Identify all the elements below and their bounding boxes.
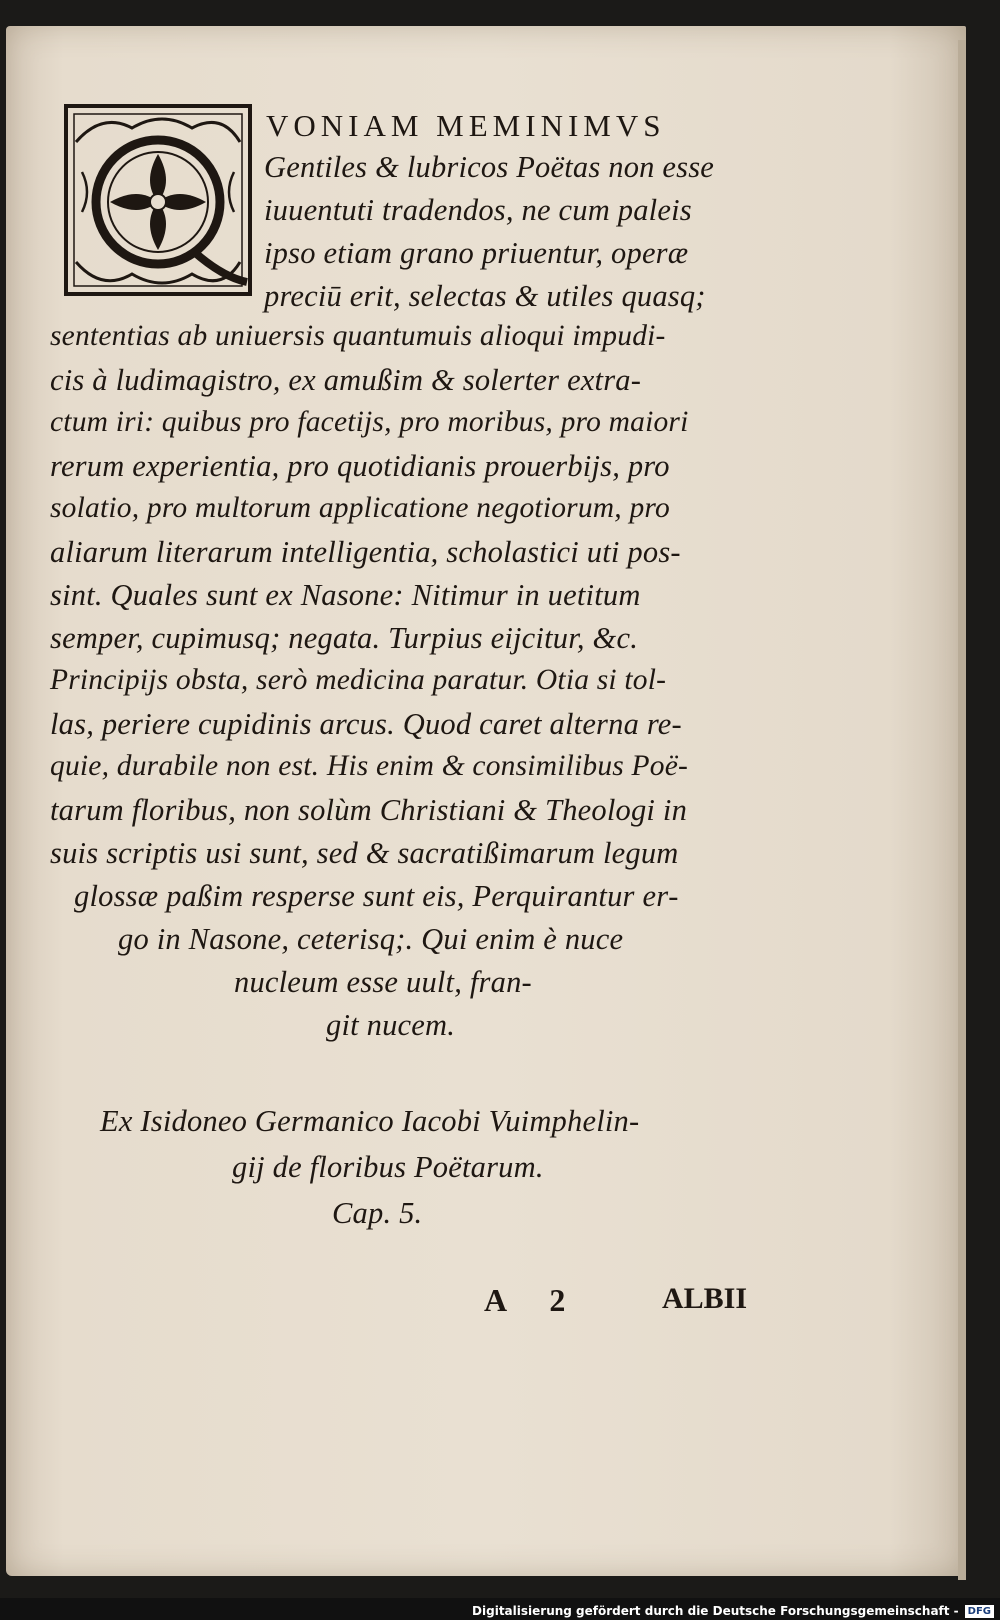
- text-line-10: aliarum literarum intelligentia, scholastici uti pos‑: [50, 535, 681, 569]
- text-line-3: ipso etiam grano priuentur, operæ: [264, 236, 689, 270]
- heading-caps: VONIAM MEMINIMVS: [266, 108, 666, 143]
- text-line-21: git nucem.: [326, 1008, 456, 1042]
- text-line-17: suis scriptis usi sunt, sed & sacratißimarum legum: [50, 836, 679, 870]
- catchword: ALBII: [662, 1282, 748, 1315]
- funding-text: Digitalisierung gefördert durch die Deutsche Forschungsgemeinschaft -: [472, 1604, 959, 1618]
- source-line-3: Cap. 5.: [332, 1196, 423, 1230]
- decorated-initial: [62, 102, 254, 298]
- text-line-20: nucleum esse uult, fran‑: [234, 965, 532, 999]
- dfg-logo: DFG: [965, 1605, 994, 1618]
- text-line-15: quie, durabile non est. His enim & consimilibus Poë‑: [50, 750, 689, 782]
- text-line-13: Principijs obsta, serò medicina paratur. Otia si tol‑: [50, 664, 667, 696]
- text-line-8: rerum experientia, pro quotidianis prouerbijs, pro: [50, 449, 670, 483]
- text-line-14: las, periere cupidinis arcus. Quod caret alterna re‑: [50, 707, 682, 741]
- text-line-5: sententias ab uniuersis quantumuis alioqui impudi‑: [50, 320, 666, 352]
- source-line-1: Ex Isidoneo Germanico Iacobi Vuimphelin‑: [100, 1104, 640, 1138]
- text-line-9: solatio, pro multorum applicatione negotiorum, pro: [50, 492, 670, 524]
- text-line-18: glossæ paßim resperse sunt eis, Perquirantur er‑: [74, 879, 679, 913]
- text-line-2: iuuentuti tradendos, ne cum paleis: [264, 193, 692, 227]
- text-line-16: tarum floribus, non solùm Christiani & Theologi in: [50, 793, 688, 827]
- text-line-6: cis à ludimagistro, ex amußim & solerter extra‑: [50, 363, 642, 397]
- text-line-7: ctum iri: quibus pro facetijs, pro moribus, pro maiori: [50, 406, 689, 438]
- text-line-1: Gentiles & lubricos Poëtas non esse: [264, 150, 715, 184]
- funding-credit: [472, 1604, 994, 1618]
- text-line-19: go in Nasone, ceterisq;. Qui enim è nuce: [118, 922, 624, 956]
- text-line-11: sint. Quales sunt ex Nasone: Nitimur in uetitum: [50, 578, 641, 612]
- ornament-initial-icon: [62, 102, 254, 298]
- page-edge: [958, 40, 966, 1580]
- text-line-12: semper, cupimusq; negata. Turpius eijcitur, &c.: [50, 621, 639, 655]
- text-line-4: preciū erit, selectas & utiles quasq;: [264, 279, 706, 313]
- signature-mark: A 2: [484, 1282, 584, 1318]
- source-line-2: gij de floribus Poëtarum.: [232, 1150, 544, 1184]
